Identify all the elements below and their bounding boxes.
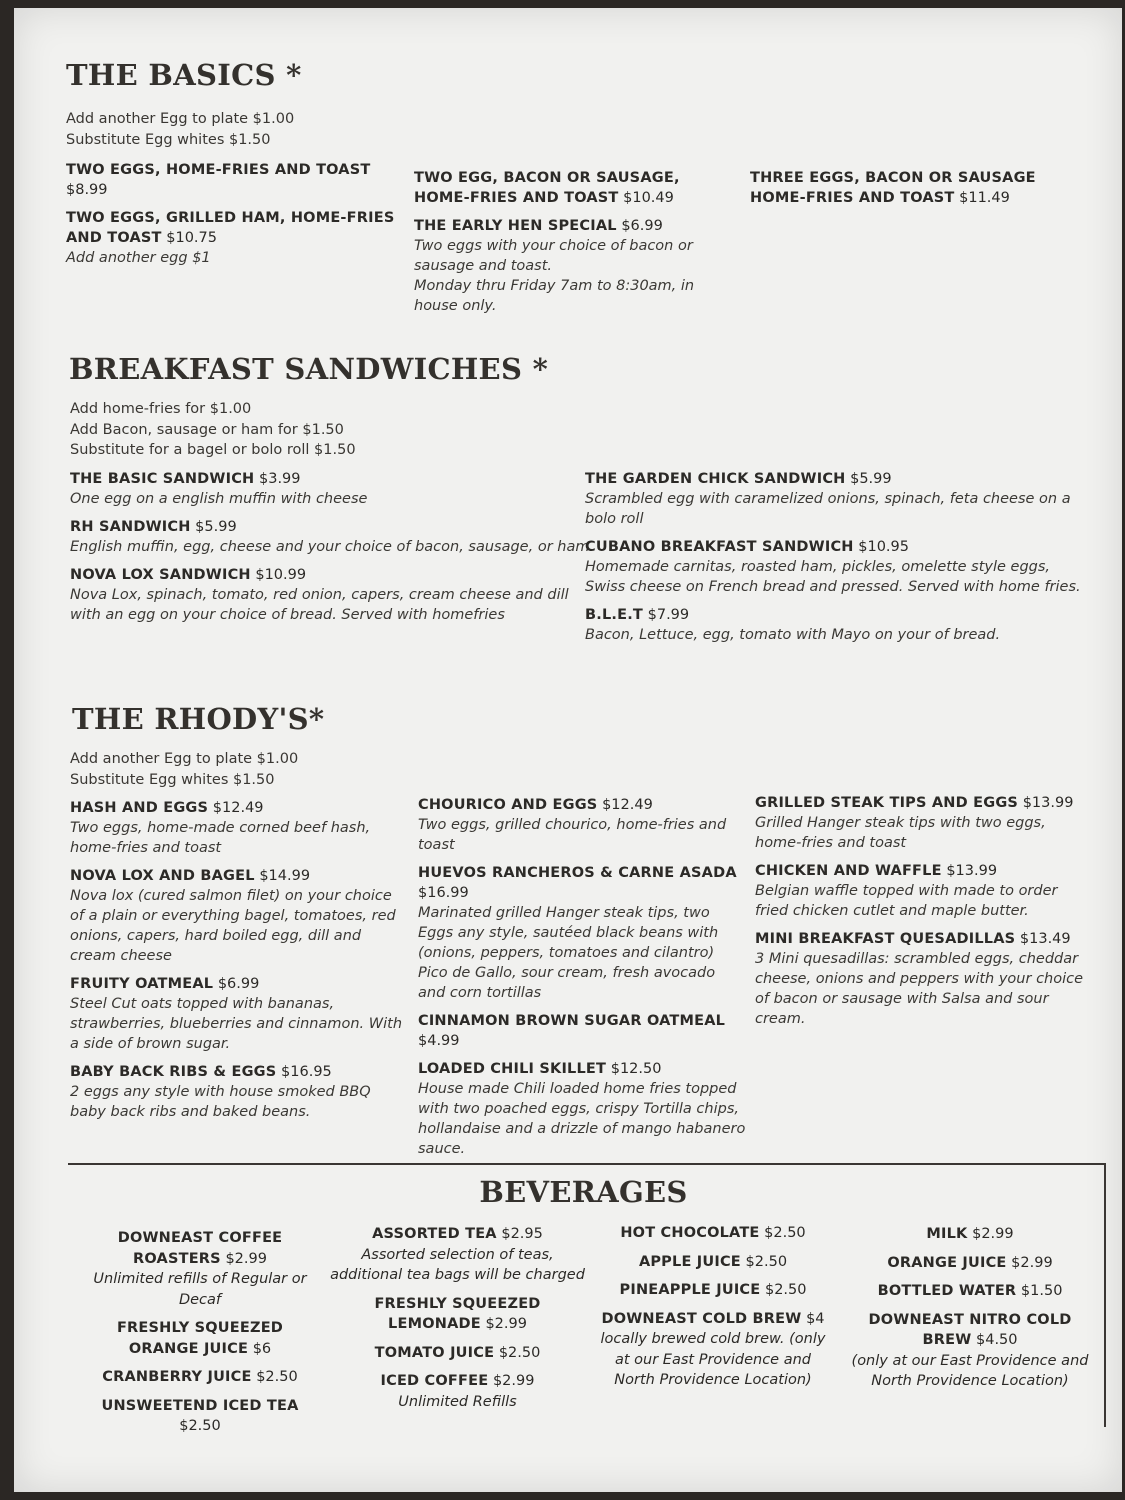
beverages-col-4	[845, 1224, 1095, 1392]
beverages-col-1	[80, 1228, 320, 1437]
item-price: $2.99	[972, 1226, 1014, 1242]
item-description: Homemade carnitas, roasted ham, pickles, omelette style eggs, Swiss cheese on French bread and pressed. Served with home fries.	[585, 559, 1081, 595]
item-price: $12.49	[212, 800, 264, 816]
item-description: Nova lox (cured salmon filet) on your choice of a plain or everything bagel, tomatoes, red onions, capers, hard boiled egg, dill and cream cheese	[70, 888, 396, 964]
beverage-item	[594, 1280, 832, 1301]
item-name: CHICKEN AND WAFFLE	[755, 863, 942, 879]
item-description: Add another egg $1	[66, 250, 211, 266]
menu-item	[70, 974, 405, 994]
item-description: Unlimited refills of Regular or Decaf	[93, 1271, 307, 1308]
sandwiches-note: Add Bacon, sausage or ham for $1.50	[70, 421, 344, 438]
item-name: THREE EGGS, BACON OR SAUSAGE HOME-FRIES AND TOAST	[750, 170, 1036, 206]
item-price: $10.75	[166, 230, 217, 246]
item-price: $5.99	[850, 471, 892, 487]
item-description: 3 Mini quesadillas: scrambled eggs, cheddar cheese, onions and peppers with your choice of bacon or sausage with Salsa and sour cream.	[755, 951, 1084, 1027]
item-price: $6	[252, 1340, 272, 1357]
item-name: NOVA LOX AND BAGEL	[70, 868, 255, 884]
item-name: RH SANDWICH	[70, 519, 191, 535]
basics-col-3	[750, 168, 1080, 208]
item-name: FRESHLY SQUEEZED ORANGE JUICE	[116, 1320, 284, 1357]
item-name: FRUITY OATMEAL	[70, 976, 214, 992]
item-description: English muffin, egg, cheese and your choice of bacon, sausage, or ham	[70, 539, 590, 555]
menu-item	[70, 798, 405, 818]
item-description: 2 eggs any style with house smoked BBQ baby back ribs and baked beans.	[70, 1084, 371, 1120]
beverages-col-3	[594, 1223, 832, 1391]
beverage-item	[330, 1224, 585, 1245]
item-name: ORANGE JUICE	[887, 1254, 1007, 1271]
item-description: Two eggs with your choice of bacon or sausage and toast.	[414, 238, 693, 274]
beverage-item	[330, 1371, 585, 1392]
item-name: BABY BACK RIBS & EGGS	[70, 1064, 277, 1080]
item-description: Assorted selection of teas, additional tea bags will be charged	[330, 1246, 585, 1283]
item-price: $2.50	[179, 1418, 221, 1434]
rhodys-note: Substitute Egg whites $1.50	[70, 771, 275, 788]
beverage-item	[330, 1294, 585, 1335]
item-name: DOWNEAST NITRO COLD BREW	[868, 1311, 1072, 1348]
item-name: APPLE JUICE	[638, 1253, 741, 1270]
basics-col-1	[66, 160, 406, 268]
basics-note: Substitute Egg whites $1.50	[66, 131, 271, 148]
sandwiches-note: Add home-fries for $1.00	[70, 401, 252, 417]
section-title-basics: THE BASICS *	[66, 58, 302, 92]
item-price: $2.95	[501, 1226, 543, 1242]
beverage-item	[80, 1318, 320, 1359]
item-name: TWO EGGS, GRILLED HAM, HOME-FRIES AND TOAST	[66, 210, 395, 246]
item-description: Nova Lox, spinach, tomato, red onion, capers, cream cheese and dill with an egg on your choice of bread. Served with homefries	[70, 587, 569, 623]
item-name: TWO EGG, BACON OR SAUSAGE, HOME-FRIES AND TOAST	[414, 170, 680, 206]
beverage-item	[594, 1252, 832, 1273]
item-price: $2.99	[485, 1316, 527, 1332]
item-price: $4	[806, 1310, 825, 1327]
item-description: House made Chili loaded home fries topped with two poached eggs, crispy Tortilla chips, hollandaise and a drizzle of mango habanero sauce.	[418, 1081, 746, 1157]
beverage-item	[845, 1310, 1095, 1351]
item-name: CRANBERRY JUICE	[102, 1369, 252, 1385]
item-price: $16.95	[281, 1064, 332, 1080]
menu-item	[418, 1059, 746, 1079]
item-price: $1.50	[1020, 1283, 1063, 1299]
item-description: Monday thru Friday 7am to 8:30am, in house only.	[414, 278, 695, 314]
item-name: CHOURICO AND EGGS	[418, 797, 598, 813]
section-title-beverages: BEVERAGES	[479, 1175, 688, 1209]
item-price: $2.50	[764, 1225, 806, 1241]
item-name: TOMATO JUICE	[374, 1344, 495, 1361]
item-price: $2.99	[1011, 1254, 1053, 1271]
menu-item	[418, 795, 746, 815]
item-description: Two eggs, home-made corned beef hash, home-fries and toast	[70, 820, 371, 856]
item-price: $12.49	[602, 797, 653, 813]
item-price: $13.99	[946, 863, 998, 879]
menu-item	[70, 866, 405, 886]
item-description: Scrambled egg with caramelized onions, spinach, feta cheese on a bolo roll	[585, 491, 1071, 527]
item-name: CINNAMON BROWN SUGAR OATMEAL	[418, 1013, 726, 1029]
item-name: B.L.E.T	[585, 607, 644, 623]
basics-notes	[66, 109, 386, 150]
item-name: PINEAPPLE JUICE	[619, 1282, 761, 1298]
item-price: $8.99	[66, 182, 108, 198]
item-price: $5.99	[195, 519, 237, 535]
item-price: $4.50	[976, 1332, 1018, 1348]
item-name: CUBANO BREAKFAST SANDWICH	[585, 539, 854, 555]
beverage-item	[845, 1253, 1095, 1274]
basics-note: Add another Egg to plate $1.00	[66, 111, 295, 127]
menu-item	[418, 863, 746, 903]
item-name: BOTTLED WATER	[877, 1283, 1017, 1299]
item-description: (only at our East Providence and North Providence Location)	[851, 1352, 1089, 1389]
item-name: FRESHLY SQUEEZED LEMONADE	[374, 1295, 541, 1332]
item-name: HASH AND EGGS	[70, 800, 209, 816]
section-title-rhodys: THE RHODY'S*	[72, 702, 325, 736]
item-price: $6.99	[621, 218, 663, 234]
menu-item	[70, 1062, 405, 1082]
rhodys-col-3	[755, 793, 1090, 1029]
menu-item	[414, 216, 734, 236]
item-name: UNSWEETEND ICED TEA	[101, 1397, 299, 1414]
item-price: $10.99	[255, 567, 307, 583]
beverages-col-2	[330, 1224, 585, 1412]
item-description: locally brewed cold brew. (only at our East Providence and North Providence Location)	[600, 1331, 826, 1388]
beverage-item	[845, 1281, 1095, 1302]
item-name: HOT CHOCOLATE	[620, 1225, 760, 1241]
menu-item	[70, 469, 580, 489]
sandwiches-col-2	[585, 469, 1085, 645]
beverage-item	[594, 1223, 832, 1244]
beverage-item	[80, 1367, 320, 1388]
item-price: $10.49	[623, 190, 674, 206]
item-name: NOVA LOX SANDWICH	[70, 567, 251, 583]
beverage-item	[845, 1224, 1095, 1245]
rhodys-col-2	[418, 795, 746, 1159]
item-name: THE BASIC SANDWICH	[70, 471, 255, 487]
item-price: $2.50	[498, 1344, 541, 1361]
beverage-item	[80, 1228, 320, 1269]
sandwiches-notes	[70, 399, 470, 461]
rhodys-note: Add another Egg to plate $1.00	[70, 751, 299, 767]
item-name: THE EARLY HEN SPECIAL	[414, 218, 617, 234]
menu-item	[418, 1011, 746, 1051]
item-name: DOWNEAST COFFEE ROASTERS	[117, 1230, 283, 1267]
item-price: $11.49	[959, 190, 1010, 206]
item-description: Two eggs, grilled chourico, home-fries and toast	[418, 817, 727, 853]
menu-item	[585, 469, 1085, 489]
item-price: $10.95	[858, 539, 909, 555]
item-name: MILK	[926, 1226, 968, 1242]
item-price: $12.50	[610, 1061, 662, 1077]
item-name: ASSORTED TEA	[372, 1226, 497, 1242]
item-description: Grilled Hanger steak tips with two eggs, home-fries and toast	[755, 815, 1046, 851]
menu-item	[414, 168, 734, 208]
item-price: $14.99	[259, 868, 311, 884]
menu-item	[66, 160, 406, 200]
rhodys-notes	[70, 749, 410, 790]
item-name: THE GARDEN CHICK SANDWICH	[585, 471, 846, 487]
item-price: $2.99	[492, 1373, 535, 1389]
item-description: Belgian waffle topped with made to order fried chicken cutlet and maple butter.	[755, 883, 1058, 919]
section-title-sandwiches: BREAKFAST SANDWICHES *	[69, 352, 549, 386]
item-price: $13.99	[1022, 795, 1074, 811]
item-price: $4.99	[418, 1033, 460, 1049]
item-price: $2.50	[256, 1369, 298, 1385]
beverage-item	[594, 1309, 832, 1330]
beverage-item	[330, 1343, 585, 1364]
menu-item	[585, 605, 1085, 625]
item-description: Unlimited Refills	[398, 1393, 517, 1410]
item-price: $2.50	[764, 1282, 807, 1298]
item-name: ICED COFFEE	[380, 1373, 489, 1389]
item-name: MINI BREAKFAST QUESADILLAS	[755, 931, 1016, 947]
basics-col-2	[414, 168, 734, 316]
item-description: Marinated grilled Hanger steak tips, two Eggs any style, sautéed black beans with (onions, peppers, tomatoes and cilantro) Pico de Gallo, sour cream, fresh avocado and corn tortillas	[418, 905, 719, 1001]
item-name: DOWNEAST COLD BREW	[601, 1310, 802, 1327]
item-description: Bacon, Lettuce, egg, tomato with Mayo on your of bread.	[585, 627, 1001, 643]
item-price: $2.99	[225, 1250, 267, 1267]
menu-item	[755, 793, 1090, 813]
sandwiches-note: Substitute for a bagel or bolo roll $1.50	[70, 442, 356, 458]
menu-item	[70, 517, 580, 537]
item-name: TWO EGGS, HOME-FRIES AND TOAST	[66, 162, 371, 178]
item-name: LOADED CHILI SKILLET	[418, 1061, 607, 1077]
item-price: $16.99	[418, 885, 469, 901]
item-price: $13.49	[1019, 931, 1071, 947]
item-name: GRILLED STEAK TIPS AND EGGS	[755, 795, 1019, 811]
item-description: One egg on a english muffin with cheese	[70, 491, 368, 507]
sandwiches-col-1	[70, 469, 590, 625]
item-price: $6.99	[217, 976, 260, 992]
menu-item	[750, 168, 1080, 208]
menu-item	[755, 861, 1090, 881]
menu-item	[585, 537, 1085, 557]
beverage-item	[80, 1396, 320, 1437]
rhodys-col-1	[70, 798, 405, 1122]
item-price: $2.50	[745, 1253, 788, 1270]
menu-item	[70, 565, 580, 585]
item-description: Steel Cut oats topped with bananas, strawberries, blueberries and cinnamon. With a side of brown sugar.	[70, 996, 403, 1052]
menu-item	[66, 208, 406, 248]
item-price: $3.99	[259, 471, 301, 487]
item-price: $7.99	[647, 607, 690, 623]
item-name: HUEVOS RANCHEROS & CARNE ASADA	[418, 865, 737, 881]
menu-item	[755, 929, 1090, 949]
